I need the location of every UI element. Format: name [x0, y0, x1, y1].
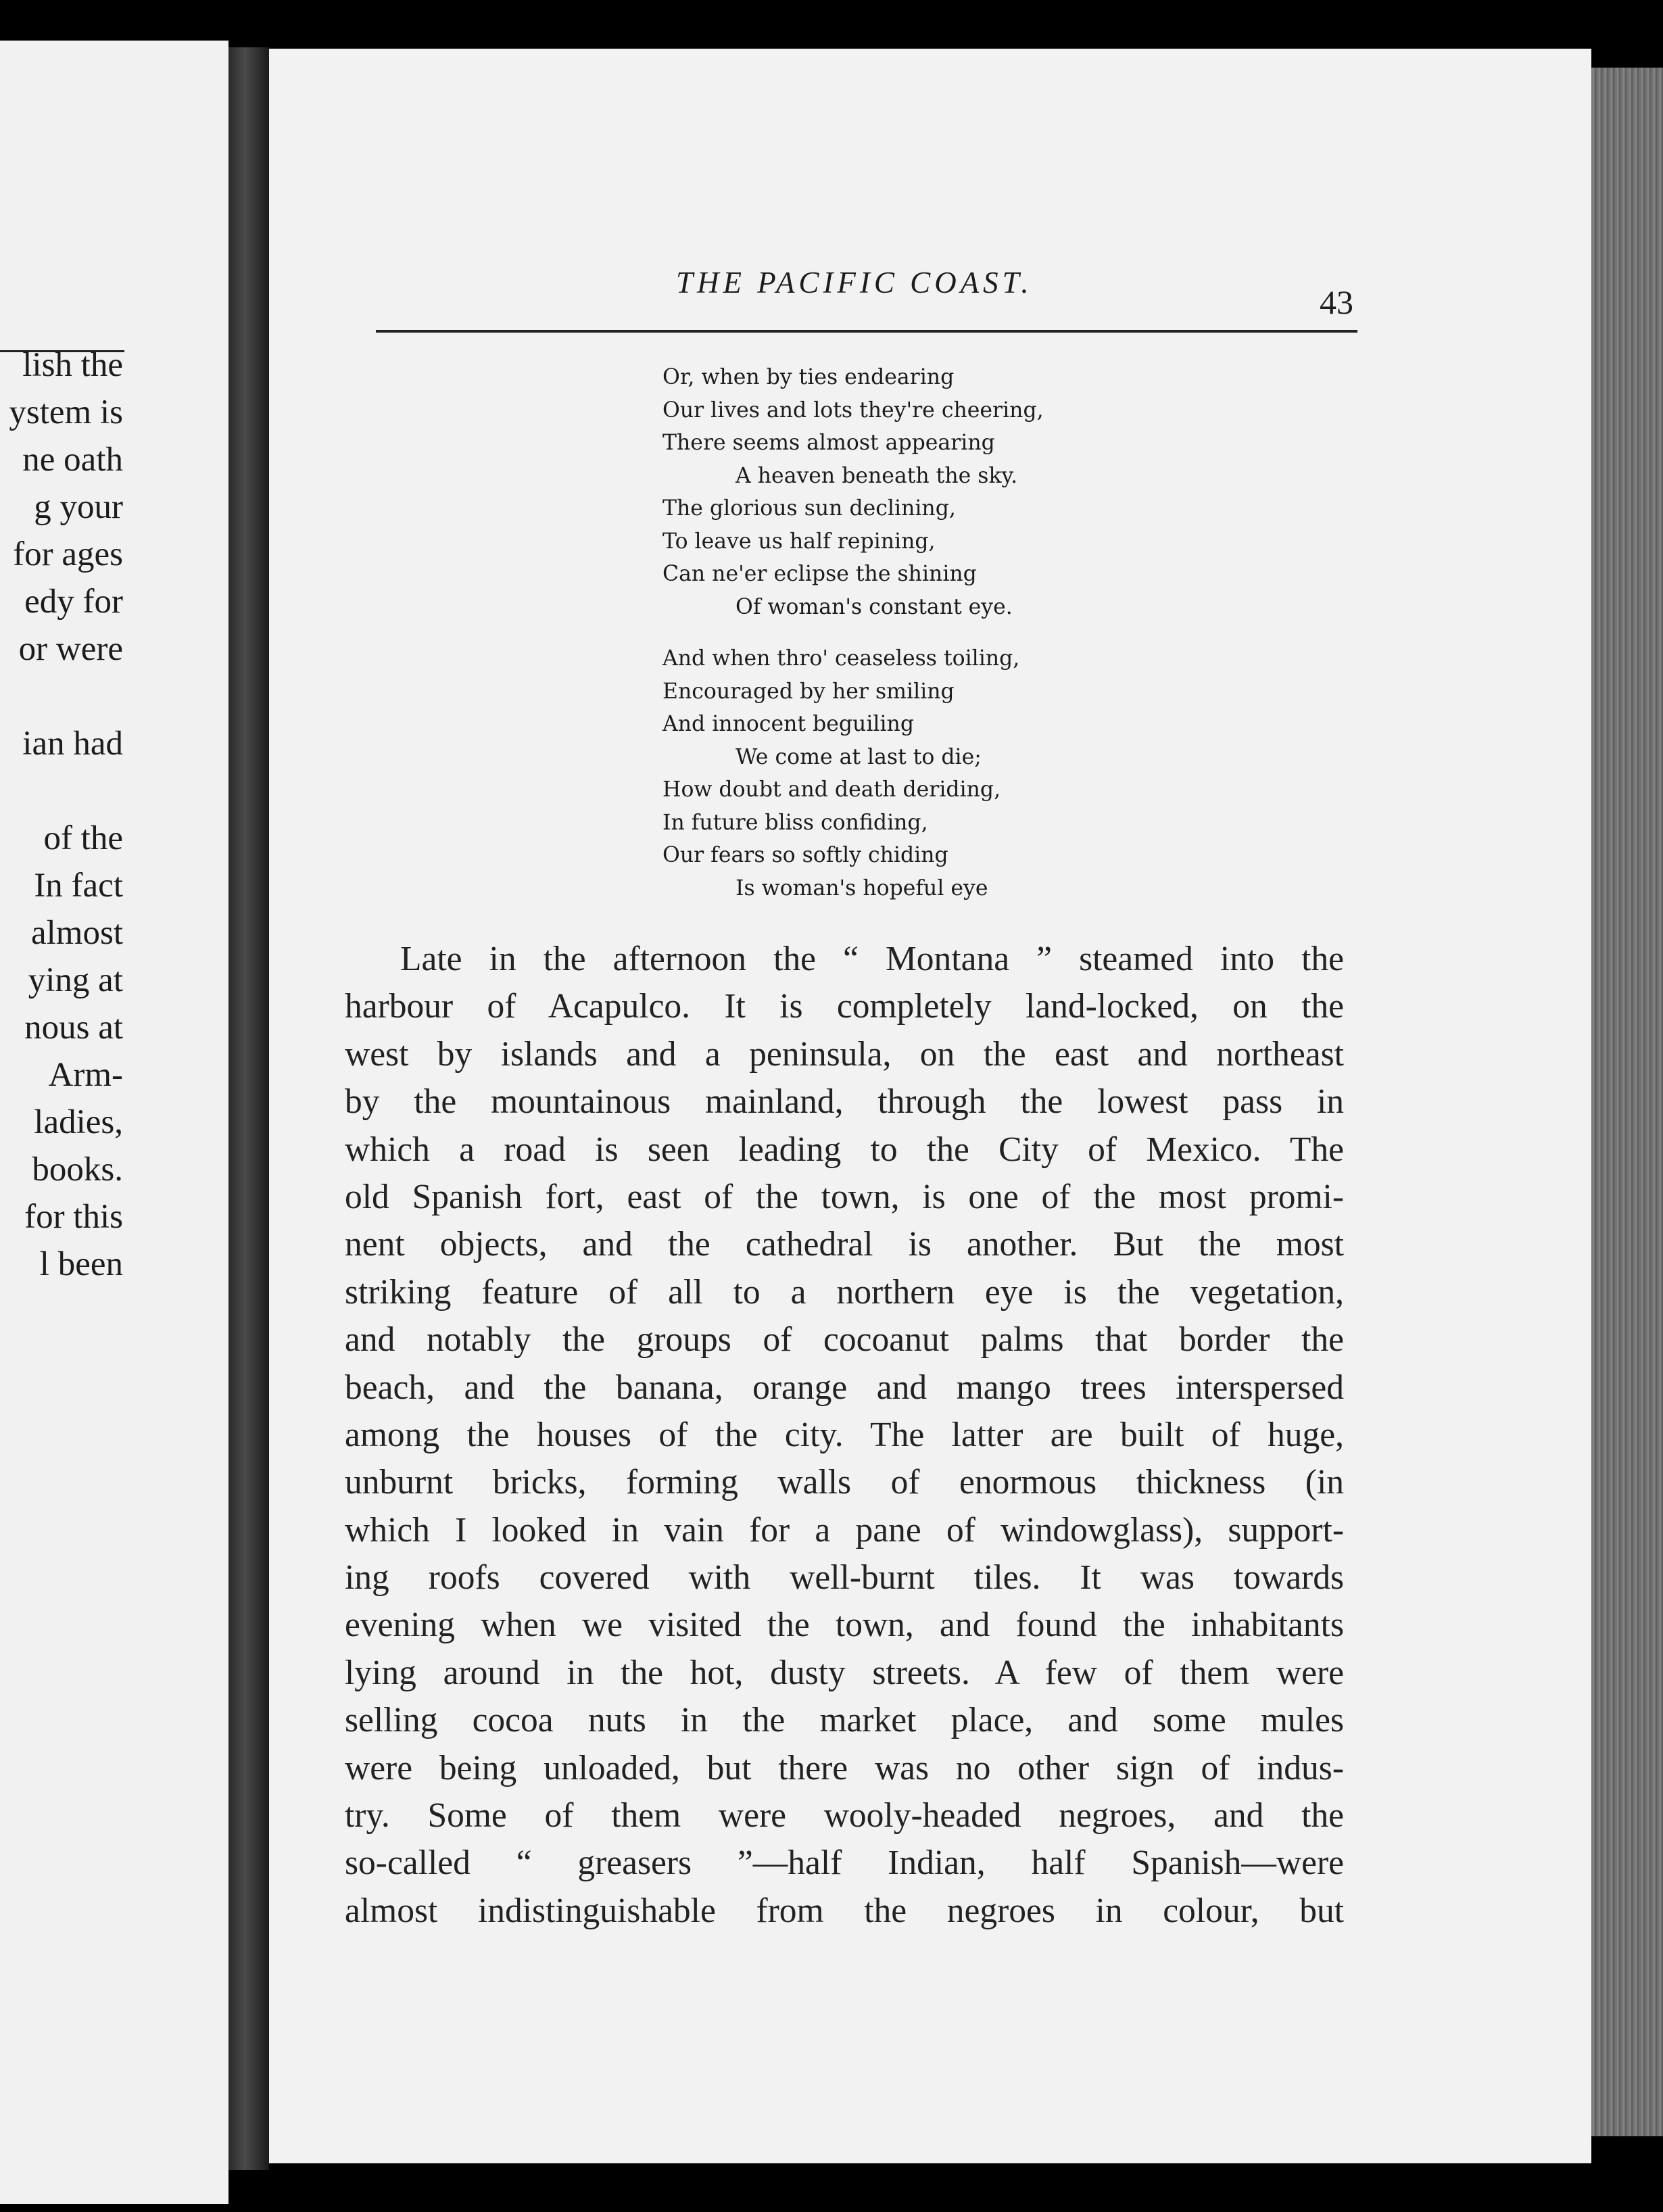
body-line: almost indistinguishable from the negroes in colour, but — [345, 1891, 1344, 1930]
page-edges — [1591, 68, 1663, 2136]
body-line: striking feature of all to a northern eye is the vegetation, — [345, 1272, 1344, 1312]
poem-line: We come at last to die; — [736, 744, 982, 769]
body-line: Late in the afternoon the “ Montana ” steamed into the — [400, 940, 1344, 978]
body-line: beach, and the banana, orange and mango trees interspersed — [345, 1368, 1344, 1407]
poem-line: And when thro' ceaseless toiling, — [662, 646, 1020, 671]
body-line: ing roofs covered with well-burnt tiles. It was towards — [345, 1558, 1344, 1597]
body-line: evening when we visited the town, and found the inhabitants — [345, 1606, 1344, 1645]
body-paragraph — [345, 936, 1344, 1935]
poem-stanza — [662, 642, 1136, 905]
body-line: old Spanish fort, east of the town, is one of the most promi- — [345, 1177, 1344, 1216]
body-line: which a road is seen leading to the City of Mexico. The — [345, 1130, 1344, 1169]
body-line: unburnt bricks, forming walls of enormous thickness (in — [345, 1463, 1344, 1502]
left-page-line: or were — [18, 630, 123, 668]
left-page-line: for ages — [13, 535, 123, 573]
body-line: among the houses of the city. The latter are built of huge, — [345, 1415, 1344, 1454]
left-page-line: nous at — [24, 1009, 123, 1047]
book-gutter — [228, 47, 269, 2170]
left-page-line: ladies, — [34, 1103, 123, 1141]
poem-line: There seems almost appearing — [662, 431, 995, 455]
body-line: nent objects, and the cathedral is another. But the most — [345, 1225, 1344, 1264]
body-line: try. Some of them were wooly-headed negroes, and the — [345, 1796, 1344, 1835]
poem-line: Can ne'er eclipse the shining — [662, 562, 977, 586]
body-line: lying around in the hot, dusty streets. A few of them were — [345, 1653, 1344, 1692]
left-page-line: edy for — [24, 583, 123, 621]
left-page-line: almost — [31, 914, 123, 952]
poem-line: Our fears so softly chiding — [662, 843, 948, 867]
poem-line: The glorious sun declining, — [662, 496, 956, 521]
body-line: west by islands and a peninsula, on the east and northeast — [345, 1034, 1344, 1074]
poem-stanza — [662, 361, 1136, 623]
running-head: THE PACIFIC COAST. — [676, 266, 1033, 299]
poem-line: In future bliss confiding, — [662, 810, 928, 835]
left-page-line: l been — [39, 1245, 123, 1283]
header-rule — [376, 330, 1357, 333]
left-page-line: g your — [34, 488, 123, 526]
body-line: so-called “ greasers ”—half Indian, half Spanish—were — [345, 1844, 1344, 1883]
left-page-line: Arm- — [48, 1056, 123, 1094]
poem-line: Our lives and lots they're cheering, — [662, 398, 1044, 423]
poem-line: To leave us half repining, — [662, 529, 936, 554]
left-page-line: ne oath — [22, 441, 123, 479]
poem-line: Or, when by ties endearing — [662, 365, 955, 389]
page-number: 43 — [1320, 283, 1353, 321]
left-page-line: lish the — [22, 346, 123, 384]
left-page-line: In fact — [34, 867, 123, 905]
left-page-line: books. — [32, 1151, 123, 1188]
body-line: and notably the groups of cocoanut palms that border the — [345, 1320, 1344, 1360]
poem-line: Encouraged by her smiling — [662, 679, 955, 704]
body-line: by the mountainous mainland, through the lowest pass in — [345, 1082, 1344, 1122]
poem-line: Is woman's hopeful eye — [736, 875, 988, 900]
left-page-line: ian had — [22, 725, 123, 763]
body-line: which I looked in vain for a pane of windowglass), support- — [345, 1510, 1344, 1549]
poem-line: And innocent beguiling — [662, 712, 915, 736]
poem — [662, 361, 1136, 923]
left-page-line: for this — [24, 1198, 123, 1236]
body-line: harbour of Acapulco. It is completely land-locked, on the — [345, 987, 1344, 1026]
poem-line: Of woman's constant eye. — [736, 594, 1013, 619]
body-line: were being unloaded, but there was no other sign of indus- — [345, 1748, 1344, 1787]
poem-line: A heaven beneath the sky. — [736, 463, 1018, 488]
left-page-line: ystem is — [9, 393, 123, 431]
poem-line: How doubt and death deriding, — [662, 777, 1001, 802]
body-line: selling cocoa nuts in the market place, and some mules — [345, 1701, 1344, 1740]
left-page-line: of the — [43, 819, 123, 857]
left-page — [0, 41, 228, 2204]
left-page-line: ying at — [28, 961, 123, 999]
